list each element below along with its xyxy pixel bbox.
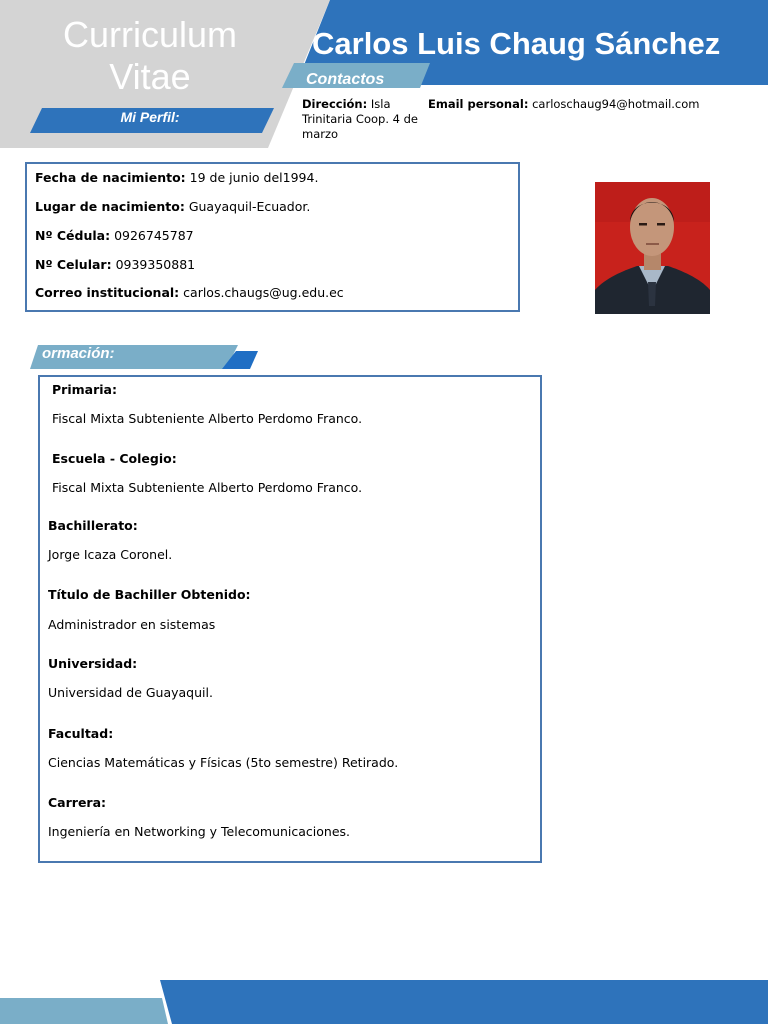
primaria-value: Fiscal Mixta Subteniente Alberto Perdomo Franco. bbox=[52, 411, 363, 426]
cv-title: Curriculum Vitae bbox=[62, 14, 238, 97]
education-box bbox=[38, 375, 542, 863]
universidad-label: Universidad: bbox=[48, 656, 138, 671]
phone-value: 0939350881 bbox=[115, 257, 196, 272]
address-block bbox=[302, 97, 422, 142]
mi-perfil-heading: Mi Perfil: bbox=[120, 109, 180, 125]
birthplace-row bbox=[35, 199, 310, 214]
id-number-value: 0926745787 bbox=[114, 228, 194, 243]
footer-band bbox=[0, 980, 768, 1024]
candidate-name: Carlos Luis Chaug Sánchez bbox=[312, 26, 721, 61]
bachillerato-value: Jorge Icaza Coronel. bbox=[48, 547, 173, 562]
address-value: Isla Trinitaria Coop. 4 de marzo bbox=[302, 97, 418, 141]
primaria-label: Primaria: bbox=[52, 382, 117, 397]
phone-label: Nº Celular: bbox=[35, 257, 112, 272]
carrera-label: Carrera: bbox=[48, 795, 107, 810]
escuela-value: Fiscal Mixta Subteniente Alberto Perdomo Franco. bbox=[52, 480, 363, 495]
profile-photo bbox=[595, 182, 710, 314]
address-label: Dirección: bbox=[302, 97, 368, 111]
facultad-value: Ciencias Matemáticas y Físicas (5to semestre) Retirado. bbox=[48, 755, 399, 770]
email-block bbox=[428, 97, 758, 112]
bachillerato-label: Bachillerato: bbox=[48, 518, 138, 533]
titulo-label: Título de Bachiller Obtenido: bbox=[48, 587, 251, 602]
universidad-value: Universidad de Guayaquil. bbox=[48, 685, 213, 700]
id-number-label: Nº Cédula: bbox=[35, 228, 111, 243]
birthdate-value: 19 de junio del1994. bbox=[189, 170, 319, 185]
email-value: carloschaug94@hotmail.com bbox=[532, 97, 700, 111]
titulo-value: Administrador en sistemas bbox=[48, 617, 216, 632]
facultad-label: Facultad: bbox=[48, 726, 114, 741]
id-number-row bbox=[35, 228, 194, 243]
birthplace-value: Guayaquil-Ecuador. bbox=[188, 199, 311, 214]
profile-box bbox=[25, 162, 520, 312]
carrera-value: Ingeniería en Networking y Telecomunicaciones. bbox=[48, 824, 351, 839]
email-label: Email personal: bbox=[428, 97, 529, 111]
birthdate-row bbox=[35, 170, 318, 185]
birthplace-label: Lugar de nacimiento: bbox=[35, 199, 185, 214]
escuela-label: Escuela - Colegio: bbox=[52, 451, 177, 466]
contactos-heading: Contactos bbox=[306, 71, 385, 88]
formacion-heading: ormación: bbox=[42, 345, 115, 362]
birthdate-label: Fecha de nacimiento: bbox=[35, 170, 186, 185]
phone-row bbox=[35, 257, 195, 272]
institutional-email-value: carlos.chaugs@ug.edu.ec bbox=[183, 285, 344, 300]
institutional-email-row bbox=[35, 285, 344, 300]
institutional-email-label: Correo institucional: bbox=[35, 285, 180, 300]
